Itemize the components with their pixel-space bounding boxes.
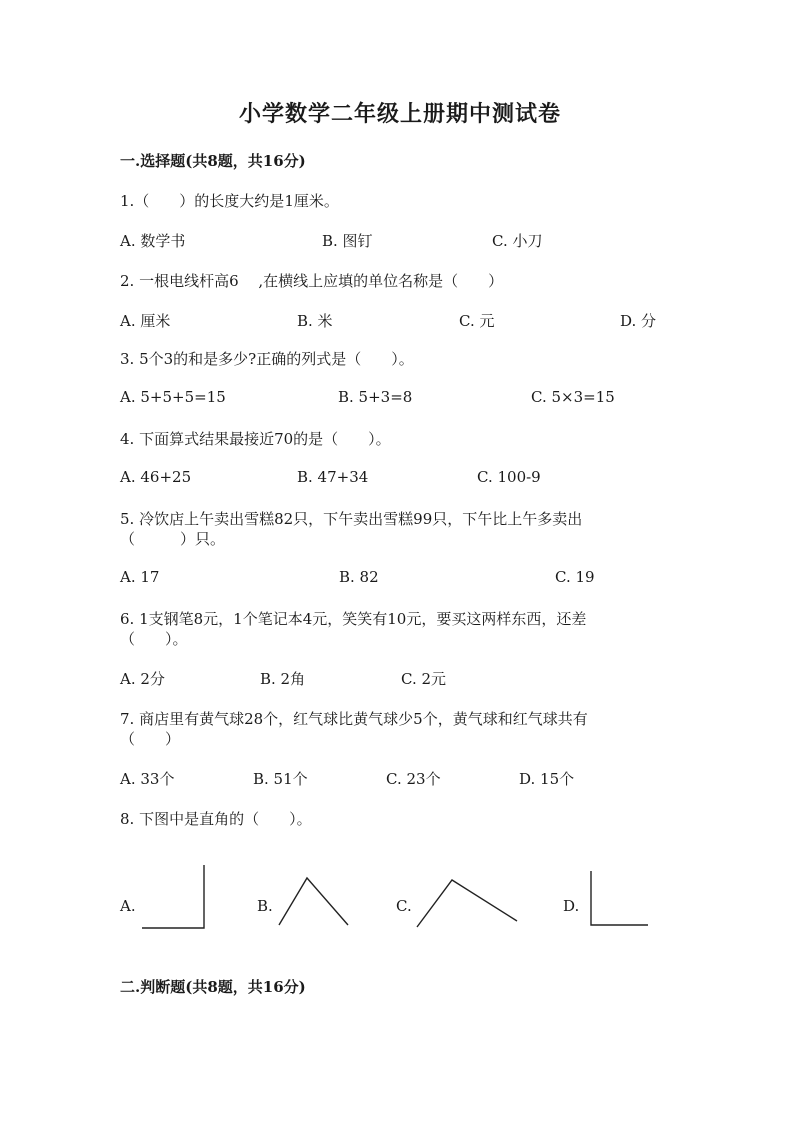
question-3-stem: 3. 5个3的和是多少?正确的列式是（ ）。 <box>120 350 414 368</box>
question-4-stem: 4. 下面算式结果最接近70的是（ ）。 <box>120 430 391 448</box>
question-5-stem: 5. 冷饮店上午卖出雪糕82只，下午卖出雪糕99只，下午比上午多卖出 <box>120 510 583 528</box>
question-8-stem: 8. 下图中是直角的（ ）。 <box>120 810 312 828</box>
angle-figure-c <box>417 880 517 927</box>
q8-figure-label-b: B. <box>257 897 273 915</box>
q3-option-b: B. 5+3=8 <box>338 388 413 406</box>
q6-option-a: A. 2分 <box>120 670 165 688</box>
q4-option-c: C. 100-9 <box>477 468 541 486</box>
q4-option-a: A. 46+25 <box>120 468 192 486</box>
q1-option-a: A. 数学书 <box>120 232 186 250</box>
q7-option-c: C. 23个 <box>386 770 441 788</box>
question-2-stem: 2. 一根电线杆高6 ,在横线上应填的单位名称是（ ） <box>120 272 504 290</box>
angle-figure-d <box>591 871 648 925</box>
q7-option-d: D. 15个 <box>519 770 575 788</box>
question-7-stem: 7. 商店里有黄气球28个，红气球比黄气球少5个，黄气球和红气球共有 <box>120 710 588 728</box>
q7-option-b: B. 51个 <box>253 770 308 788</box>
section-heading-judge: 二.判断题(共8题，共16分) <box>120 978 306 996</box>
q2-option-b: B. 米 <box>297 312 333 330</box>
q1-option-c: C. 小刀 <box>492 232 543 250</box>
q5-option-b: B. 82 <box>339 568 379 586</box>
q5-option-a: A. 17 <box>120 568 160 586</box>
question-6-stem: 6. 1支钢笔8元，1个笔记本4元，笑笑有10元，要买这两样东西，还差 <box>120 610 587 628</box>
question-7-stem-cont: （ ） <box>120 730 181 748</box>
q4-option-b: B. 47+34 <box>297 468 369 486</box>
section-heading-choice: 一.选择题(共8题，共16分) <box>120 152 306 170</box>
question-6-stem-cont: （ ）。 <box>120 630 188 648</box>
q3-option-a: A. 5+5+5=15 <box>120 388 226 406</box>
angle-figure-b <box>279 878 348 925</box>
q2-option-d: D. 分 <box>620 312 657 330</box>
q8-figure-label-a: A. <box>120 897 136 915</box>
q8-figure-label-d: D. <box>563 897 580 915</box>
q5-option-c: C. 19 <box>555 568 595 586</box>
question-5-stem-cont: （ ）只。 <box>120 530 226 548</box>
page-title: 小学数学二年级上册期中测试卷 <box>238 101 561 127</box>
q7-option-a: A. 33个 <box>120 770 175 788</box>
q2-option-c: C. 元 <box>459 312 495 330</box>
q1-option-b: B. 图钉 <box>322 232 373 250</box>
q8-figure-label-c: C. <box>396 897 412 915</box>
q6-option-b: B. 2角 <box>260 670 306 688</box>
q2-option-a: A. 厘米 <box>120 312 171 330</box>
question-1-stem: 1.（ ）的长度大约是1厘米。 <box>120 192 339 210</box>
angle-figure-a <box>142 865 204 928</box>
q6-option-c: C. 2元 <box>401 670 447 688</box>
q3-option-c: C. 5×3=15 <box>531 388 615 406</box>
